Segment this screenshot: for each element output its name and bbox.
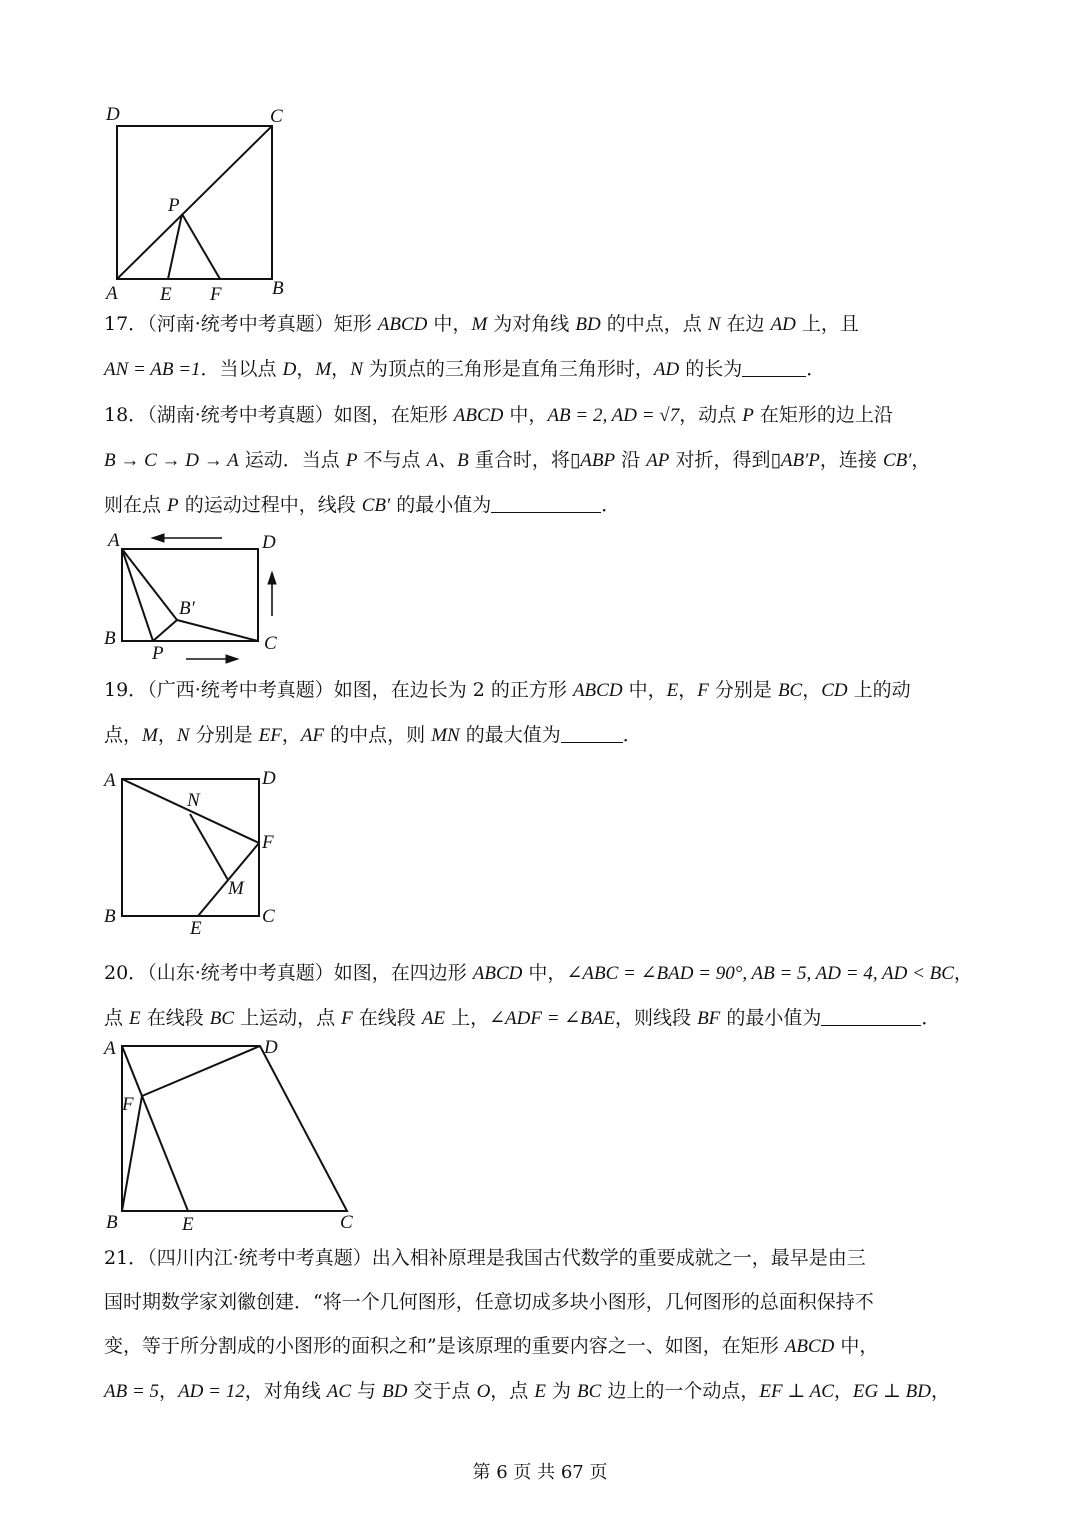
- label-a: A: [106, 283, 118, 304]
- q21-line4: AB = 5，AD = 12，对角线 AC 与 BD 交于点 O，点 E 为 BC 边上的一个动点，EF ⊥ AC，EG ⊥ BD，: [104, 1380, 950, 1402]
- label-c: C: [262, 906, 275, 927]
- q19-line2: 点，M，N 分别是 EF，AF 的中点，则 MN 的最大值为 ．: [104, 713, 984, 758]
- segment-ap: [122, 549, 153, 641]
- label-c: C: [340, 1212, 353, 1233]
- answer-blank-19[interactable]: [561, 720, 623, 743]
- arrow-top-head: [152, 534, 164, 542]
- q21-line3: 变，等于所分割成的小图形的面积之和”是该原理的重要内容之一、如图，在矩形 ABCD 中，: [104, 1335, 879, 1357]
- label-e: E: [182, 1214, 194, 1235]
- segment-ab1: [122, 549, 177, 620]
- answer-blank-20[interactable]: [821, 1003, 921, 1026]
- q17-line2: AN = AB =1．当以点 D，M，N 为顶点的三角形是直角三角形时，AD 的长为 ．: [104, 347, 984, 392]
- arrow-right-head: [268, 572, 276, 584]
- label-b: B: [106, 1212, 118, 1233]
- segment-b1p: [153, 620, 177, 641]
- label-d: D: [262, 532, 276, 553]
- q20-line2: 点 E 在线段 BC 上运动，点 F 在线段 AE 上，∠ADF = ∠BAE，则线段 BF 的最小值为 ．: [104, 996, 984, 1041]
- label-e: E: [160, 284, 172, 305]
- segment-ae: [122, 1046, 188, 1211]
- label-b: B: [272, 278, 284, 299]
- diagonal-ac: [117, 126, 272, 279]
- figure-q19: [100, 762, 300, 942]
- label-b: B: [104, 906, 116, 927]
- label-b-prime: B′: [179, 598, 195, 619]
- segment-pe: [168, 214, 182, 279]
- segment-af: [122, 779, 259, 843]
- label-f: F: [210, 284, 222, 305]
- label-e: E: [190, 918, 202, 939]
- label-f: F: [122, 1094, 134, 1115]
- arrow-bottom-head: [226, 655, 238, 663]
- question-17: [104, 302, 984, 392]
- question-19: [104, 668, 984, 758]
- segment-b1c: [177, 620, 258, 641]
- answer-blank-17[interactable]: [742, 354, 806, 377]
- label-p: P: [152, 643, 164, 664]
- label-d: D: [264, 1037, 278, 1058]
- figure-q18: [100, 528, 300, 668]
- label-a: A: [104, 770, 116, 791]
- q18-line1: 18．（湖南·统考中考真题）如图，在矩形 ABCD 中，AB = 2, AD = √7，动点 P 在矩形的边上沿: [104, 404, 893, 426]
- label-d: D: [106, 104, 120, 125]
- q21-line1: 21．（四川内江·统考中考真题）出入相补原理是我国古代数学的重要成就之一，最早是由三: [104, 1247, 866, 1269]
- answer-blank-18[interactable]: [491, 490, 601, 513]
- segment-pf: [182, 214, 220, 279]
- q18-line2: B → C → D → A 运动．当点 P 不与点 A、B 重合时，将▯ABP 沿 AP 对折，得到▯AB′P，连接 CB′，: [104, 449, 931, 471]
- label-p: P: [168, 195, 180, 216]
- label-a: A: [108, 530, 120, 551]
- q19-line1: 19．（广西·统考中考真题）如图，在边长为 2 的正方形 ABCD 中，E，F 分别是 BC，CD 上的动: [104, 679, 911, 701]
- label-c: C: [270, 106, 283, 127]
- label-m: M: [228, 878, 244, 899]
- q17-line1: 17．（河南·统考中考真题）矩形 ABCD 中，M 为对角线 BD 的中点，点 N 在边 AD 上，且: [104, 313, 859, 335]
- rectangle-abcd: [122, 549, 258, 641]
- segment-mn: [190, 814, 228, 880]
- question-18: [104, 393, 984, 528]
- q21-line2: 国时期数学家刘徽创建．“将一个几何图形，任意切成多块小图形，几何图形的总面积保持不: [104, 1291, 874, 1313]
- question-20: [104, 951, 984, 1041]
- label-c: C: [264, 633, 277, 654]
- figure-q16: [100, 96, 300, 306]
- label-d: D: [262, 768, 276, 789]
- q20-line1: 20．（山东·统考中考真题）如图，在四边形 ABCD 中，∠ABC = ∠BAD = 90°, AB = 5, AD = 4, AD < BC，: [104, 962, 973, 984]
- question-21: [104, 1236, 984, 1414]
- figure-q20: [100, 1030, 370, 1235]
- q18-line3: 则在点 P 的运动过程中，线段 CB′ 的最小值为 ．: [104, 483, 984, 528]
- label-a: A: [104, 1038, 116, 1059]
- label-b: B: [104, 628, 116, 649]
- label-n: N: [187, 790, 200, 811]
- label-f: F: [262, 832, 274, 853]
- page-footer: 第 6 页 共 67 页: [472, 1462, 608, 1483]
- segment-df: [142, 1046, 260, 1096]
